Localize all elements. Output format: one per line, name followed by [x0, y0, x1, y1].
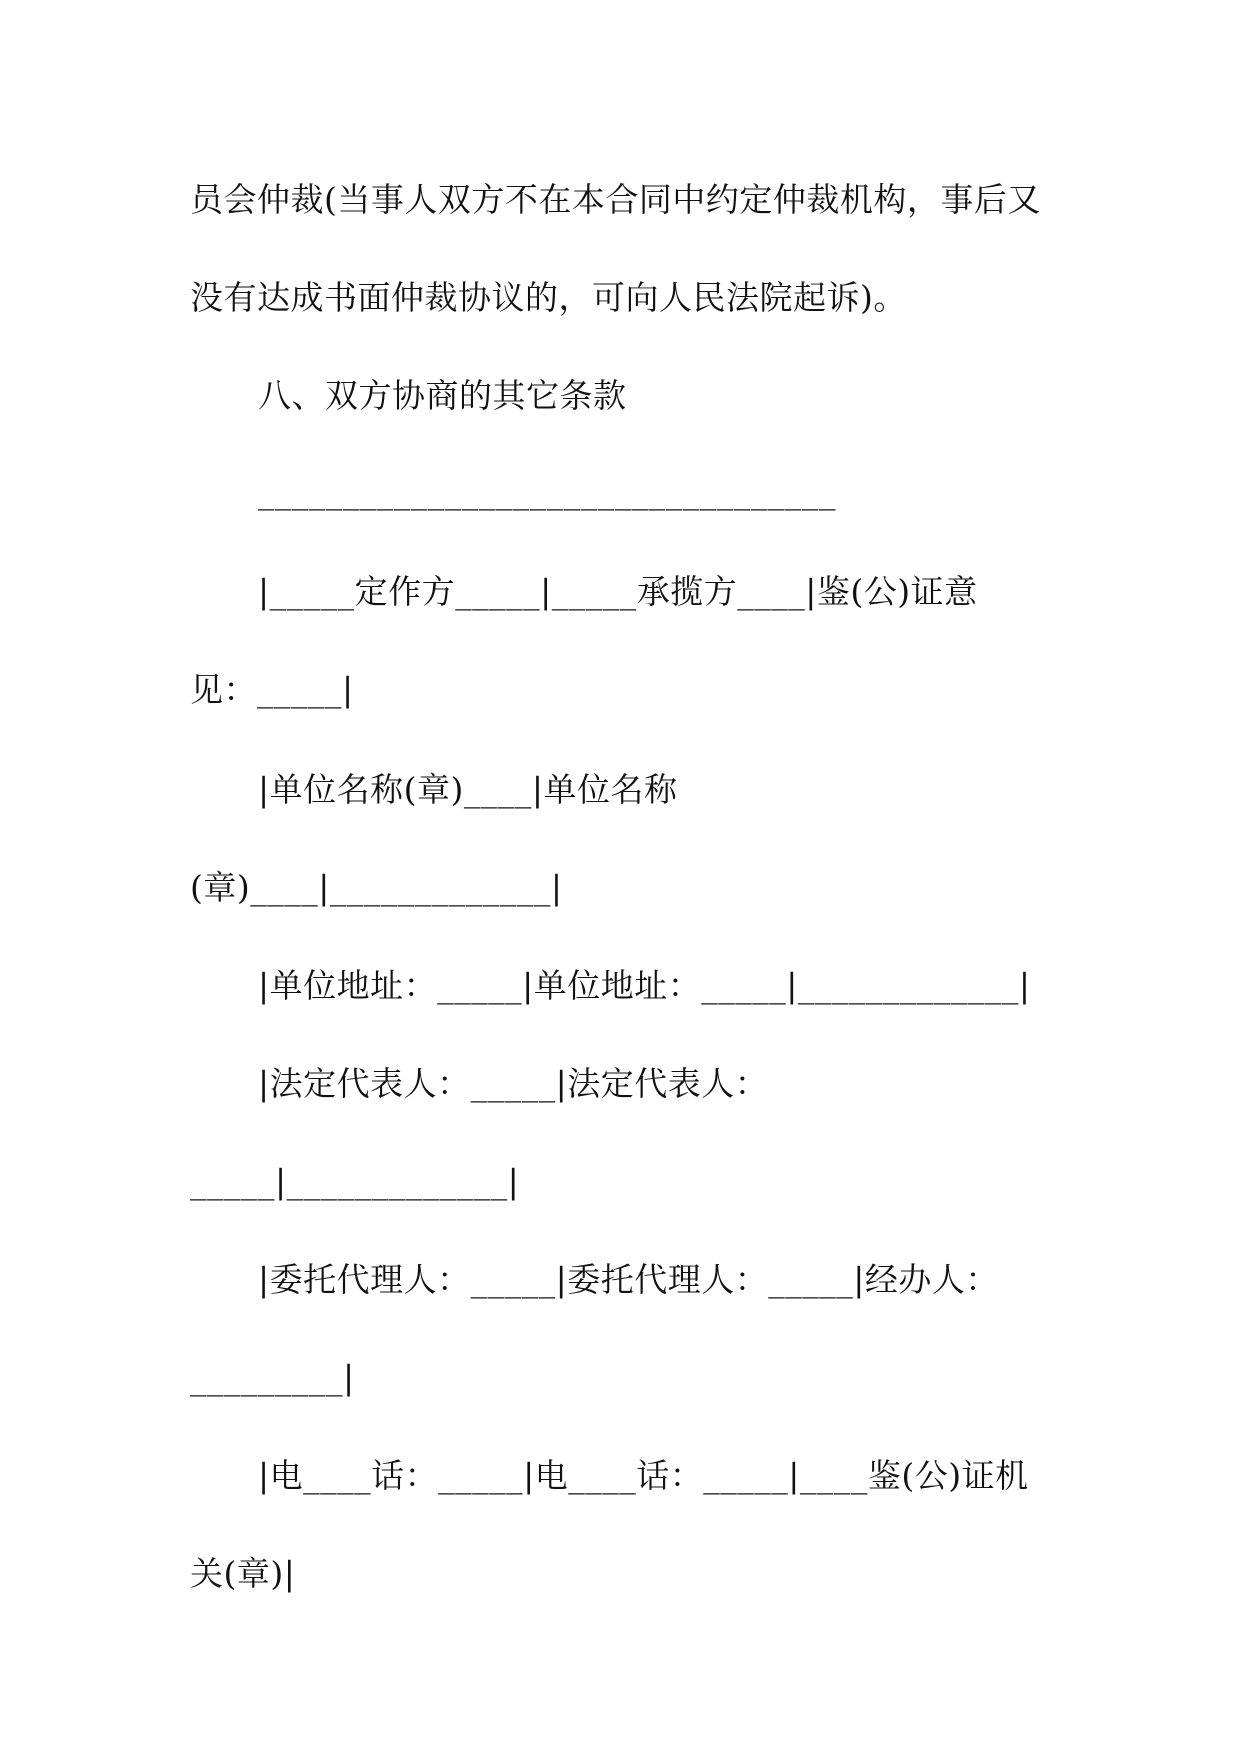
- signature-row-legal-representative-continued: _____|_____________|: [190, 1162, 520, 1201]
- paragraph-arbitration-line-1: 员会仲裁(当事人双方不在本合同中约定仲裁机构，事后又: [190, 180, 1041, 219]
- paragraph-arbitration-line-2: 没有达成书面仲裁协议的，可向人民法院起诉)。: [190, 278, 907, 317]
- signature-table-header-continued: 见：_____|: [190, 670, 354, 709]
- signature-row-company-address: |单位地址：_____|单位地址：_____|_____________|: [258, 966, 1031, 1005]
- signature-row-company-name-continued: (章)____|_____________|: [190, 868, 563, 907]
- signature-table-header: |_____定作方_____|_____承揽方____|鉴(公)证意: [258, 572, 978, 611]
- section-heading-other-terms: 八、双方协商的其它条款: [258, 376, 627, 415]
- signature-row-authorized-agent: |委托代理人：_____|委托代理人：_____|经办人：: [258, 1260, 999, 1299]
- signature-row-phone-continued: 关(章)|: [190, 1554, 296, 1593]
- signature-row-authorized-agent-continued: _________|: [190, 1358, 355, 1397]
- blank-fill-line: __________________________________: [258, 472, 836, 511]
- signature-row-phone: |电____话：_____|电____话：_____|____鉴(公)证机: [258, 1456, 1029, 1495]
- signature-row-legal-representative: |法定代表人：_____|法定代表人：: [258, 1064, 769, 1103]
- signature-row-company-name: |单位名称(章)____|单位名称: [258, 770, 678, 809]
